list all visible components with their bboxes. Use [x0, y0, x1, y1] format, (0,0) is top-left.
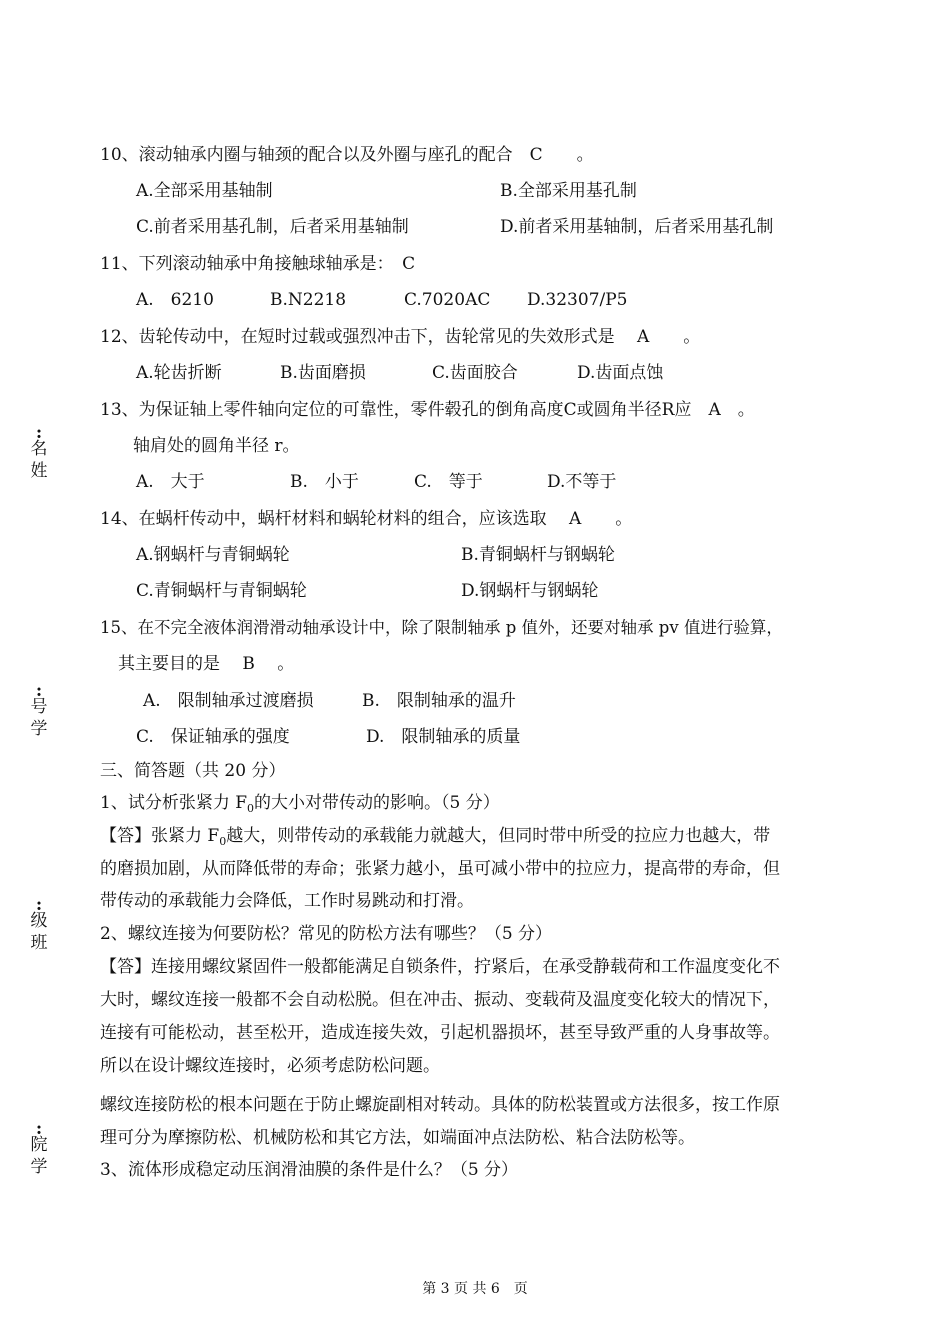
question-11-option-c: C.7020AC	[404, 290, 491, 310]
margin-field-college: : 院 学	[30, 1119, 48, 1177]
answer-1-line-3: 带传动的承载能力会降低，工作时易跳动和打滑。	[100, 891, 474, 911]
question-14-option-a: A.钢蜗杆与青铜蜗轮	[136, 545, 290, 565]
question-11-option-d: D.32307/P5	[527, 290, 628, 310]
answer-1-line-1: 【答】张紧力 $F_0$越大，则带传动的承载能力就越大，但同时带中所受的拉应力也越大，带	[100, 826, 771, 848]
answer-2-line-1: 【答】连接用螺纹紧固件一般都能满足自锁条件，拧紧后，在承受静载荷和工作温度变化不	[100, 957, 780, 977]
question-10-option-d: D.前者采用基轴制，后者采用基孔制	[500, 217, 774, 237]
question-13-option-c: C. 等于	[414, 472, 483, 492]
question-14-option-c: C.青铜蜗杆与青铜蜗轮	[136, 581, 307, 601]
question-13-option-a: A. 大于	[136, 472, 205, 492]
margin-field-class: : 级 班	[30, 895, 48, 953]
question-11-option-a: A. 6210	[136, 290, 214, 310]
question-15-stem: 15、在不完全液体润滑滑动轴承设计中，除了限制轴承 p 值外，还要对轴承 pv 值进行验算，	[100, 618, 783, 637]
question-10-option-a: A.全部采用基轴制	[136, 181, 273, 201]
question-14-option-b: B.青铜蜗杆与钢蜗轮	[461, 545, 615, 565]
question-12-option-c: C.齿面胶合	[432, 363, 518, 383]
question-15-stem-continued: 其主要目的是 B 。	[118, 654, 295, 674]
question-12-option-a: A.轮齿折断	[136, 363, 222, 383]
question-13-option-d: D.不等于	[547, 472, 617, 492]
question-12-stem: 12、齿轮传动中，在短时过载或强烈冲击下，齿轮常见的失效形式是 A 。	[100, 327, 701, 347]
question-13-option-b: B. 小于	[290, 472, 359, 492]
question-11-stem: 11、下列滚动轴承中角接触球轴承是： C	[100, 254, 416, 274]
question-14-option-d: D.钢蜗杆与钢蜗轮	[461, 581, 599, 601]
margin-field-name: : 名 姓	[30, 423, 48, 481]
short-question-1: 1、试分析张紧力 $F_0$的大小对带传动的影响。（5 分）	[100, 793, 500, 815]
short-question-2: 2、螺纹连接为何要防松？常见的防松方法有哪些？（5 分）	[100, 924, 553, 944]
section-3-title: 三、简答题（共 20 分）	[100, 761, 286, 781]
question-15-option-d: D. 限制轴承的质量	[366, 727, 521, 747]
question-10-stem: 10、滚动轴承内圈与轴颈的配合以及外圈与座孔的配合 C 。	[100, 145, 594, 165]
question-11-option-b: B.N2218	[270, 290, 347, 310]
short-question-3: 3、流体形成稳定动压润滑油膜的条件是什么？（5 分）	[100, 1160, 519, 1180]
question-15-option-a: A. 限制轴承过渡磨损	[143, 691, 314, 711]
question-13-stem: 13、为保证轴上零件轴向定位的可靠性，零件毂孔的倒角高度C或圆角半径R应 A 。	[100, 400, 755, 420]
question-10-option-b: B.全部采用基孔制	[500, 181, 637, 201]
question-12-option-b: B.齿面磨损	[280, 363, 366, 383]
answer-2-line-5: 螺纹连接防松的根本问题在于防止螺旋副相对转动。具体的防松装置或方法很多，按工作原	[100, 1095, 780, 1115]
answer-2-line-4: 所以在设计螺纹连接时，必须考虑防松问题。	[100, 1056, 440, 1076]
margin-field-student-id: : 号 学	[30, 681, 48, 739]
question-12-option-d: D.齿面点蚀	[577, 363, 664, 383]
question-15-option-b: B. 限制轴承的温升	[362, 691, 516, 711]
answer-2-line-2: 大时，螺纹连接一般都不会自动松脱。但在冲击、振动、变载荷及温度变化较大的情况下，	[100, 990, 780, 1010]
page-footer: 第 3 页 共 6 页	[422, 1281, 528, 1297]
question-14-stem: 14、在蜗杆传动中，蜗杆材料和蜗轮材料的组合，应该选取 A 。	[100, 509, 633, 529]
question-13-stem-continued: 轴肩处的圆角半径 r。	[133, 436, 300, 456]
question-15-option-c: C. 保证轴承的强度	[136, 727, 290, 747]
answer-1-line-2: 的磨损加剧，从而降低带的寿命；张紧力越小，虽可减小带中的拉应力，提高带的寿命，但	[100, 859, 780, 879]
answer-2-line-3: 连接有可能松动，甚至松开，造成连接失效，引起机器损坏，甚至导致严重的人身事故等。	[100, 1023, 780, 1043]
question-10-option-c: C.前者采用基孔制，后者采用基轴制	[136, 217, 409, 237]
answer-2-line-6: 理可分为摩擦防松、机械防松和其它方法，如端面冲点法防松、粘合法防松等。	[100, 1128, 695, 1148]
